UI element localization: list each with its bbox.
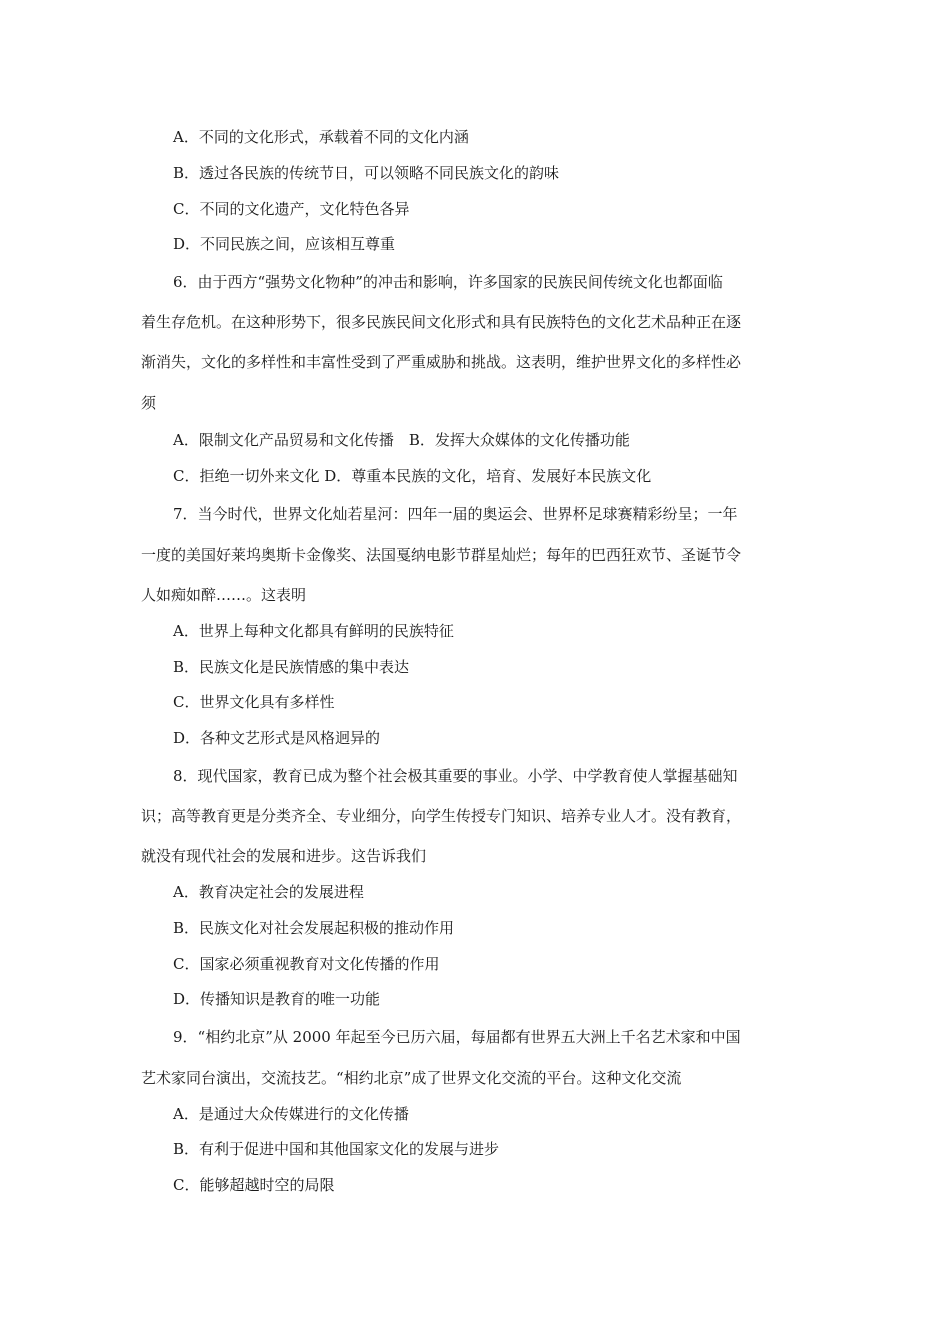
question-6-stem-line: 须 (141, 394, 157, 412)
option-8c: C．国家必须重视教育对文化传播的作用 (173, 955, 440, 973)
option-5a: A．不同的文化形式，承载着不同的文化内涵 (173, 128, 469, 146)
option-5b: B．透过各民族的传统节日，可以领略不同民族文化的韵味 (173, 164, 560, 182)
option-7c: C．世界文化具有多样性 (173, 693, 335, 711)
option-8a: A．教育决定社会的发展进程 (173, 883, 364, 901)
option-5c: C．不同的文化遗产，文化特色各异 (173, 200, 410, 218)
question-7-stem: 7．当今时代，世界文化灿若星河：四年一届的奥运会、世界杯足球赛精彩纷呈；一年 (173, 505, 738, 523)
question-8-stem-line: 识；高等教育更是分类齐全、专业细分，向学生传授专门知识、培养专业人才。没有教育， (141, 807, 742, 825)
option-9a: A．是通过大众传媒进行的文化传播 (173, 1105, 409, 1123)
question-7-stem-line: 一度的美国好莱坞奥斯卡金像奖、法国戛纳电影节群星灿烂；每年的巴西狂欢节、圣诞节令 (141, 546, 742, 564)
option-9b: B．有利于促进中国和其他国家文化的发展与进步 (173, 1140, 500, 1158)
option-7a: A．世界上每种文化都具有鲜明的民族特征 (173, 622, 454, 640)
option-7b: B．民族文化是民族情感的集中表达 (173, 658, 410, 676)
question-9-stem: 9．“相约北京”从 2000 年起至今已历六届，每届都有世界五大洲上千名艺术家和中国 (173, 1028, 741, 1046)
option-7d: D．各种文艺形式是风格迥异的 (173, 729, 381, 747)
question-6-stem-line: 渐消失，文化的多样性和丰富性受到了严重威胁和挑战。这表明，维护世界文化的多样性必 (141, 353, 742, 371)
question-8-stem: 8．现代国家，教育已成为整个社会极其重要的事业。小学、中学教育使人掌握基础知 (173, 767, 738, 785)
option-8b: B．民族文化对社会发展起积极的推动作用 (173, 919, 455, 937)
option-5d: D．不同民族之间，应该相互尊重 (173, 235, 396, 253)
question-9-stem-line: 艺术家同台演出，交流技艺。“相约北京”成了世界文化交流的平台。这种文化交流 (141, 1069, 682, 1087)
option-6ab: A．限制文化产品贸易和文化传播 B．发挥大众媒体的文化传播功能 (173, 431, 630, 449)
question-8-stem-line: 就没有现代社会的发展和进步。这告诉我们 (141, 847, 427, 865)
question-6-stem: 6．由于西方“强势文化物种”的冲击和影响，许多国家的民族民间传统文化也都面临 (173, 273, 723, 291)
question-6-stem-line: 着生存危机。在这种形势下，很多民族民间文化形式和具有民族特色的文化艺术品种正在逐 (141, 313, 742, 331)
option-8d: D．传播知识是教育的唯一功能 (173, 990, 381, 1008)
option-9c: C．能够超越时空的局限 (173, 1176, 335, 1194)
question-7-stem-line: 人如痴如醉……。这表明 (141, 586, 307, 604)
option-6cd: C．拒绝一切外来文化 D．尊重本民族的文化，培育、发展好本民族文化 (173, 467, 652, 485)
